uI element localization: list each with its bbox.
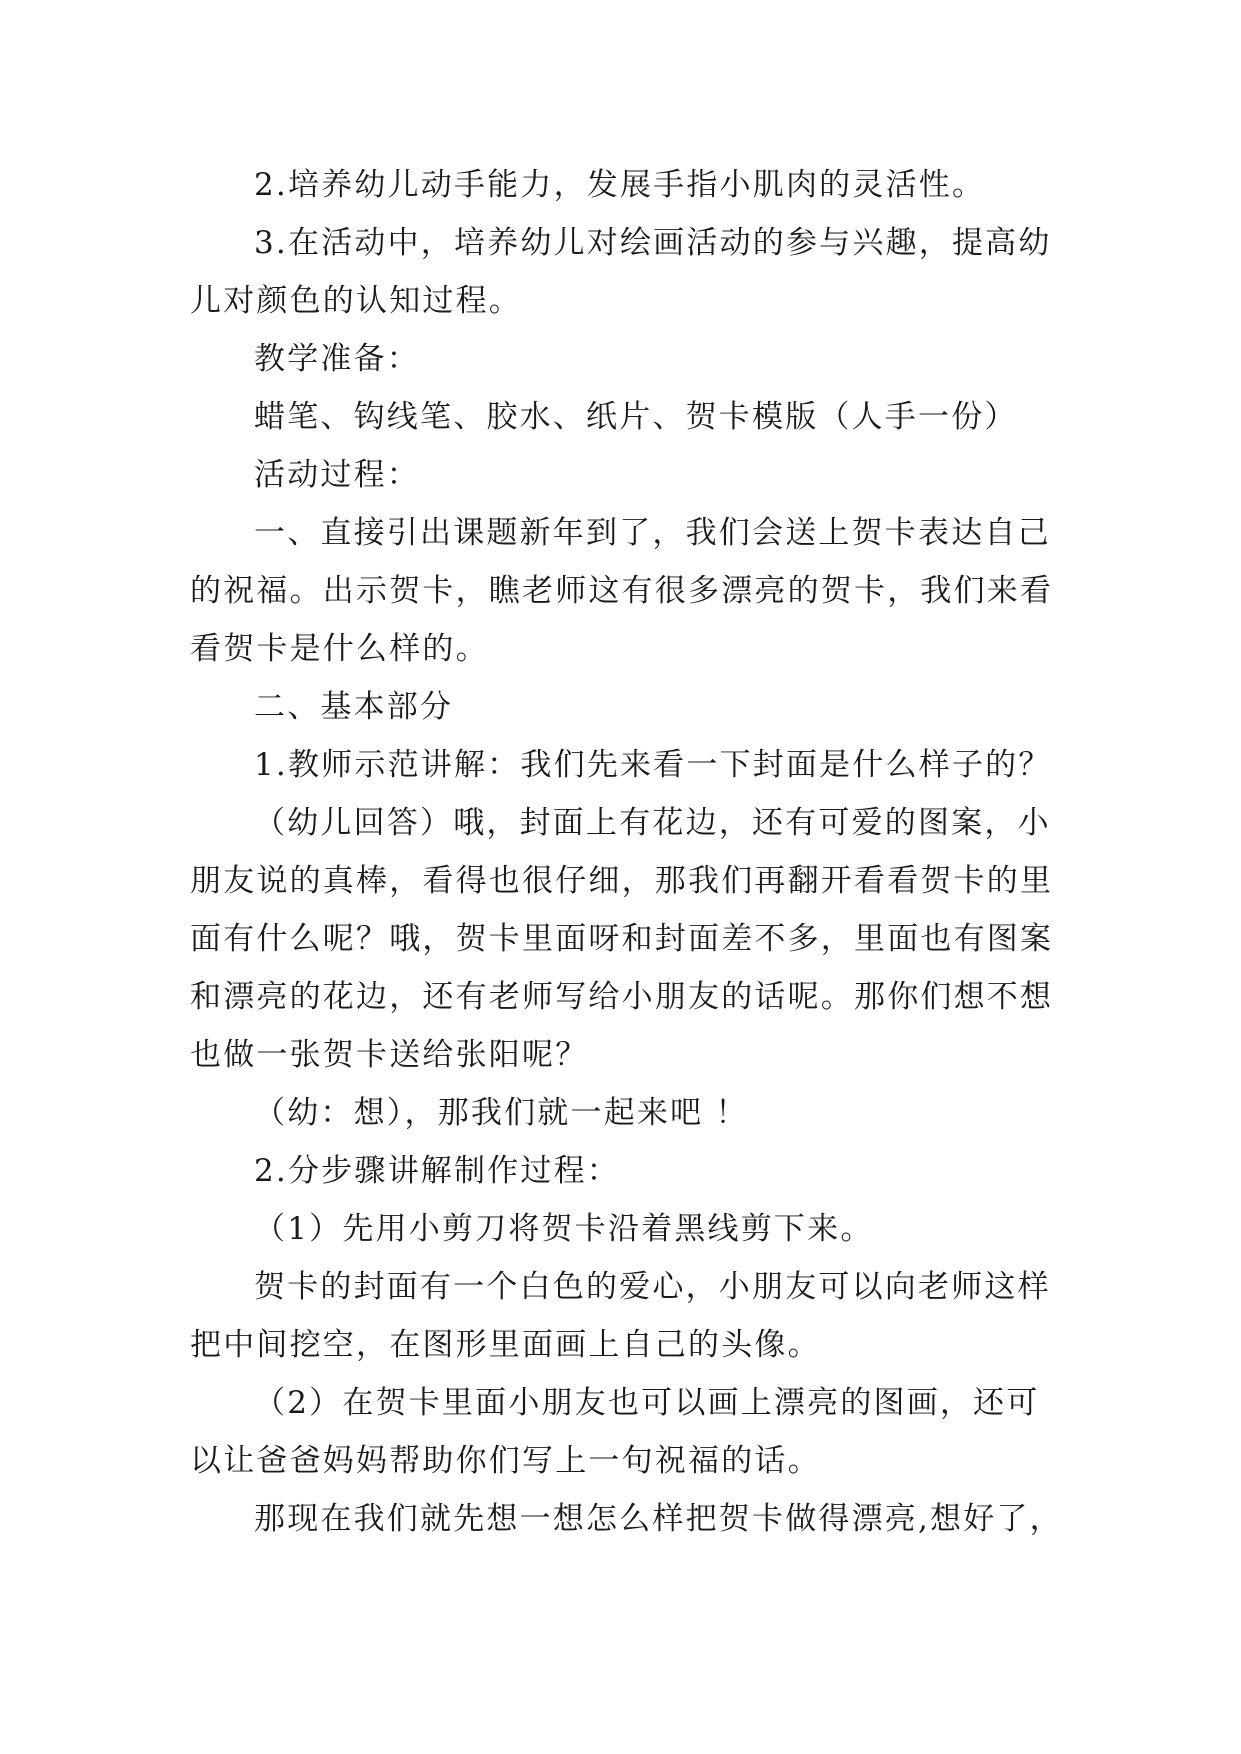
paragraph-line: （2）在贺卡里面小朋友也可以画上漂亮的图画，还可 [254, 1385, 1040, 1421]
paragraph-line: 那现在我们就先想一想怎么样把贺卡做得漂亮,想好了， [254, 1501, 1063, 1537]
paragraph-line: 一、直接引出课题新年到了，我们会送上贺卡表达自己 [254, 515, 1051, 551]
paragraph-line: 和漂亮的花边，还有老师写给小朋友的话呢。那你们想不想 [190, 979, 1054, 1015]
paragraph-line: 二、基本部分 [254, 689, 454, 725]
paragraph-line: 2.培养幼儿动手能力，发展手指小肌肉的灵活性。 [254, 167, 986, 203]
paragraph-line: 面有什么呢？哦，贺卡里面呀和封面差不多，里面也有图案 [190, 921, 1054, 957]
paragraph-line: 朋友说的真棒，看得也很仔细，那我们再翻开看看贺卡的里 [190, 863, 1054, 899]
paragraph-line: 把中间挖空，在图形里面画上自己的头像。 [190, 1327, 821, 1363]
paragraph-line: 的祝福。出示贺卡，瞧老师这有很多漂亮的贺卡，我们来看 [190, 573, 1054, 609]
paragraph-line: 2.分步骤讲解制作过程： [254, 1153, 620, 1189]
paragraph-line: 蜡笔、钩线笔、胶水、纸片、贺卡模版（人手一份） [254, 399, 1018, 435]
paragraph-line: （1）先用小剪刀将贺卡沿着黑线剪下来。 [254, 1211, 874, 1247]
paragraph-line: 活动过程： [254, 457, 420, 493]
paragraph-line: 儿对颜色的认知过程。 [190, 283, 522, 319]
paragraph-line: 贺卡的封面有一个白色的爱心，小朋友可以向老师这样 [254, 1269, 1051, 1305]
paragraph-line: （幼儿回答）哦，封面上有花边，还有可爱的图案，小 [254, 805, 1051, 841]
paragraph-line: 看贺卡是什么样的。 [190, 631, 489, 667]
paragraph-line: 3.在活动中，培养幼儿对绘画活动的参与兴趣，提高幼 [254, 225, 1052, 261]
paragraph-line: 1.教师示范讲解：我们先来看一下封面是什么样子的？ [254, 747, 1052, 783]
paragraph-line: 教学准备： [254, 341, 420, 377]
paragraph-line: 以让爸爸妈妈帮助你们写上一句祝福的话。 [190, 1443, 821, 1479]
paragraph-line: 也做一张贺卡送给张阳呢？ [190, 1037, 589, 1073]
paragraph-line: （幼：想），那我们就一起来吧 ！ [254, 1095, 749, 1131]
